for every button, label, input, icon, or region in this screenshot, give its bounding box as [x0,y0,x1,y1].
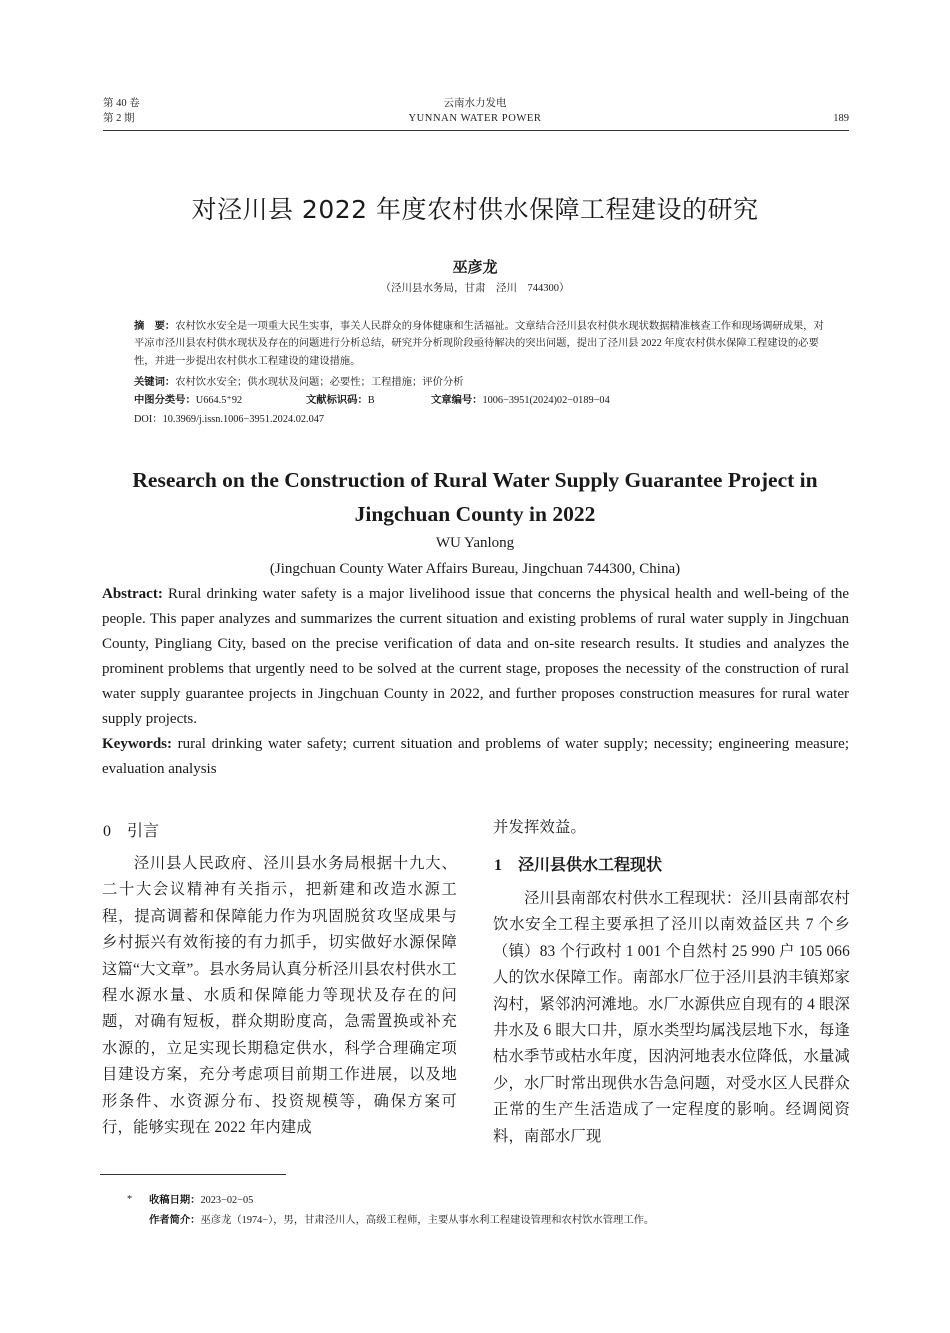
keywords-cn-text: 农村饮水安全；供水现状及问题；必要性；工程措施；评价分析 [175,377,464,388]
abstract-cn [134,318,824,370]
abstract-en-text: Rural drinking water safety is a major livelihood issue that concerns the physical health and well-being of the people. This paper analyzes and summarizes the current situation and existing problems of rural water supply in Jingchuan County, Pingliang City, based on the precise verification of data and on-site research results. It studies and analyzes the prominent problems that urgently need to be solved at the current stage, proposes the necessity of the construction of rural water supply guarantee projects in Jingchuan County in 2022, and further proposes construction measures for rural water supply projects. [102,586,849,727]
section-0-text: 泾川县人民政府、泾川县水务局根据十九大、二十大会议精神有关指示，把新建和改造水源工程，提高调蓄和保障能力作为巩固脱贫攻坚成果与乡村振兴有效衔接的有力抓手，切实做好水源保障这篇“大文章”。县水务局认真分析泾川县农村供水工程水源水量、水质和保障能力等现状及存在的问题，对确有短板，群众期盼度高，急需置换或补充水源的，立足实现长期稳定供水，科学合理确定项目建设方案，充分考虑项目前期工作进展，以及地形条件、水资源分布、投资规模等，确保方案可行，能够实现在 2022 年内建成 [102,855,457,1137]
header-rule [103,130,849,131]
author-bio [149,1210,849,1231]
article-number [431,392,610,409]
author-name-en: WU Yanlong [435,535,515,551]
affiliation-en: (Jingchuan County Water Affairs Bureau, Jingchuan 744300, China) [269,561,681,577]
abstract-en-label: Abstract: [102,586,163,602]
section-0-paragraph [102,851,457,1141]
affiliation-cn: （泾川县水务局，甘肃 泾川 744300） [380,283,570,294]
abstract-cn-label: 摘 要： [134,320,176,332]
received-value: 2023−02−05 [200,1195,254,1206]
section-1-paragraph [493,886,850,1150]
keywords-en [102,732,849,782]
section-0-continuation: 并发挥效益。 [493,819,586,836]
footnote-marker: * [127,1194,133,1205]
document-code [306,392,375,409]
keywords-en-text: rural drinking water safety; current situation and problems of water supply; necessity; engineering measure; evaluation analysis [102,736,849,777]
doc-code-value: B [367,395,375,406]
paper-title-en: Research on the Construction of Rural Water Supply Guarantee Project in Jingchuan County in 2022 [132,468,818,526]
bio-value: 巫彦龙（1974−），男，甘肃泾川人，高级工程师，主要从事水利工程建设管理和农村饮水管理工作。 [200,1215,655,1226]
doi: DOI：10.3969/j.issn.1006−3951.2024.02.047 [134,414,325,425]
page-number: 189 [833,113,849,124]
keywords-cn-label: 关键词： [134,376,176,388]
abstract-en [102,582,849,732]
paper-title-cn: 对泾川县 2022 年度农村供水保障工程建设的研究 [191,195,759,224]
issue-label: 第 2 期 [103,113,135,124]
section-1-heading: 1 泾川县供水工程现状 [494,857,663,874]
clc-value: U664.5⁺92 [195,395,243,406]
received-label: 收稿日期： [149,1194,201,1206]
journal-title-cn: 云南水力发电 [443,98,507,109]
doc-code-label: 文献标识码： [306,394,368,406]
clc-number [134,392,242,409]
article-no-value: 1006−3951(2024)02−0189−04 [482,395,610,406]
journal-title-en: YUNNAN WATER POWER [408,113,542,124]
section-1-text: 泾川县南部农村供水工程现状：泾川县南部农村饮水安全工程主要承担了泾川以南效益区共 7 个乡（镇）83 个行政村 1 001 个自然村 25 990 户 105 066 人的饮水保障工作。南部水厂位于泾川县汭丰镇郑家沟村，紧邻汭河滩地。水厂水源供应自现有的 4 眼深井水及 6 眼大口井，原水类型均属浅层地下水，每逢枯水季节或枯水年度，因汭河地表水位降低，水量减少，水厂时常出现供水告急问题，对受水区人民群众正常的生产生活造成了一定程度的影响。经调阅资料，南部水厂现 [493,890,850,1145]
abstract-cn-text: 农村饮水安全是一项重大民生实事，事关人民群众的身体健康和生活福祉。文章结合泾川县农村供水现状数据精准核查工作和现场调研成果，对平凉市泾川县农村供水现状及存在的问题进行分析总结，研究并分析现阶段亟待解决的突出问题，提出了泾川县 2022 年度农村供水保障工程建设的必要性，并进一步提出农村供水工程建设的建设措施。 [134,321,824,367]
keywords-cn [134,374,824,391]
bio-label: 作者简介： [149,1214,201,1226]
section-0-heading: 0 引言 [103,823,160,840]
article-no-label: 文章编号： [431,394,483,406]
footnote-rule [100,1174,286,1175]
clc-label: 中图分类号： [134,394,196,406]
keywords-en-label: Keywords: [102,736,172,752]
volume-label: 第 40 卷 [103,98,140,109]
author-name-cn: 巫彦龙 [452,260,498,276]
received-date [149,1190,253,1211]
